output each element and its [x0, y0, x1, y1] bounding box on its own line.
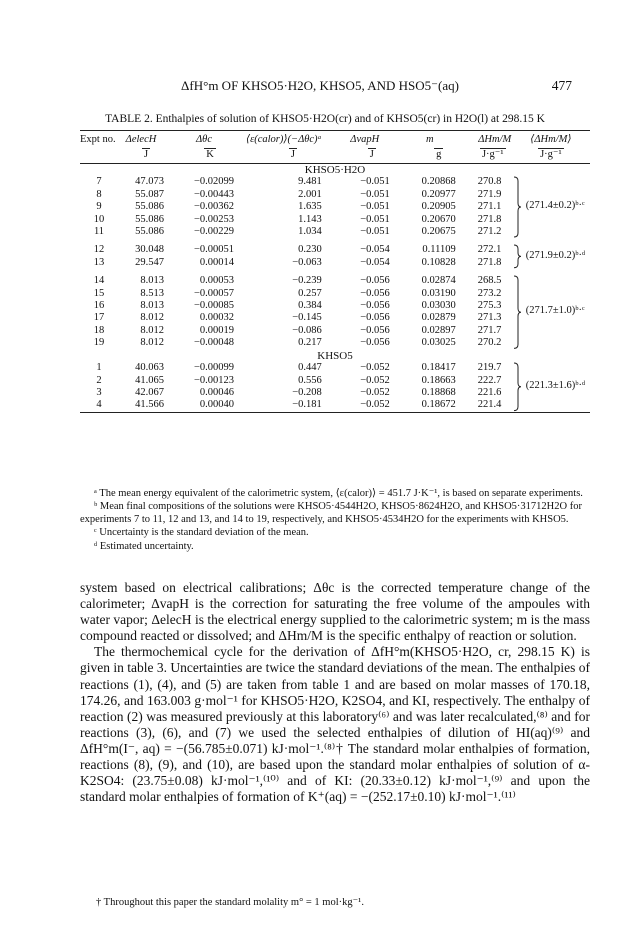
table-cell: −0.181 — [292, 399, 322, 411]
table-cell: −0.02099 — [193, 176, 234, 188]
table-cell: 0.447 — [298, 362, 322, 374]
table-cell: −0.054 — [360, 256, 390, 268]
group-mean-value: (271.4±0.2)ᵇ·ᶜ — [525, 200, 585, 212]
table-cell: −0.056 — [360, 300, 390, 312]
group-mean-value: (221.3±1.6)ᵇ·ᵈ — [525, 379, 586, 391]
page-number: 477 — [551, 78, 572, 93]
table-cell: 11 — [93, 226, 105, 238]
col-header: ⟨ΔHm/M⟩ — [530, 134, 572, 145]
col-header: Δθc — [196, 134, 212, 145]
col-header: ⟨ε(calor)⟩(−Δθc)ᵃ — [246, 134, 322, 145]
unit-cell: J·g⁻¹ — [474, 148, 512, 164]
table-cell: 8.012 — [140, 337, 164, 349]
table-cell: 0.10828 — [421, 256, 456, 268]
col-header: Expt no. — [80, 134, 116, 145]
table-cell: 272.1 — [477, 244, 502, 256]
table-cell: −0.051 — [360, 226, 390, 238]
table-cell: 270.8 — [477, 176, 502, 188]
table-caption: TABLE 2. Enthalpies of solution of KHSO5·H2O(cr) and of KHSO5(cr) in H2O(l) at 298.15 K — [105, 113, 545, 125]
table-cell: 0.18868 — [421, 386, 456, 398]
table-cell: 13 — [93, 256, 105, 268]
section-heading: KHSO5·H2O — [304, 164, 366, 176]
table-cell: 0.257 — [298, 287, 322, 299]
table-cell: 273.2 — [477, 287, 502, 299]
table-cell: −0.052 — [360, 386, 390, 398]
table-cell: 271.8 — [477, 256, 502, 268]
table-cell: 14 — [93, 275, 105, 287]
table-cell: −0.051 — [360, 176, 390, 188]
table-cell: 41.065 — [135, 374, 164, 386]
table-cell: −0.00362 — [193, 201, 234, 213]
table-cell: 0.217 — [298, 337, 322, 349]
table-cell: 271.1 — [477, 201, 502, 213]
table-cell: 8.013 — [140, 300, 164, 312]
unit-cell: J — [340, 148, 404, 164]
table-cell: 1.034 — [298, 226, 322, 238]
table-cell: 0.20977 — [421, 188, 456, 200]
footnote-d: ᵈ Estimated uncertainty. — [94, 540, 194, 552]
brace-icon — [512, 362, 522, 412]
body-paragraph-1: system based on electrical calibrations; Δθc is the corrected temperature change of the calorimeter; ΔvapH is the correction for saturating the free volume of the ampoules with water vapor; ΔelecH is the electrical energy supplied to the calorimetric system; m is the mass compound reacted or dissolved; and ΔHm/M is the specific enthalpy of reaction or solution. — [80, 580, 590, 644]
table-cell: −0.00123 — [193, 374, 234, 386]
table-cell: 17 — [93, 312, 105, 324]
table-cell: −0.00099 — [193, 362, 234, 374]
table-cell: 41.566 — [135, 399, 164, 411]
section-heading: KHSO5 — [317, 349, 353, 362]
table-cell: 222.7 — [477, 374, 502, 386]
body-paragraph-2: The thermochemical cycle for the derivation of ΔfH°m(KHSO5·H2O, cr, 298.15 K) is given in table 3. Uncertainties are twice the standard deviations of the mean. The enthalpies of reactions (1), (4), and (5) are taken from table 1 and are based on molar masses of 170.18, 174.26, and 163.003 g·mol⁻¹ for KHSO5·H2O, K2SO4, and KI, respectively. The enthalpy of reaction (2) was measured previously at this laboratory⁽⁶⁾ and was later recalculated,⁽⁸⁾ and for reactions (3), (6), and (7) we used the selected enthalpies of dilution of HI(aq)⁽⁹⁾ and ΔfH°m(I⁻, aq) = −(56.785±0.071) kJ·mol⁻¹.⁽⁸⁾† The standard molar enthalpies of formation, reactions (8), (9), and (10), are based upon the standard molar enthalpies of solution of α-K2SO4: (23.75±0.08) kJ·mol⁻¹,⁽¹⁰⁾ and of KI: (20.33±0.12) kJ·mol⁻¹,⁽⁹⁾ and upon the standard molar enthalpies of formation of K⁺(aq) = −(252.17±0.10) kJ·mol⁻¹.⁽¹¹⁾ — [80, 644, 590, 805]
col-header: ΔvapH — [350, 134, 380, 145]
table-cell: −0.00085 — [193, 300, 234, 312]
table-cell: 0.00019 — [199, 324, 234, 336]
group-mean-cell — [512, 275, 590, 349]
table-cell: 7 — [96, 176, 102, 188]
col-header: ΔelecH — [125, 134, 157, 145]
running-title: ΔfH°m OF KHSO5·H2O, KHSO5, AND HSO5⁻(aq) — [181, 78, 459, 93]
enthalpy-table — [80, 130, 590, 415]
table-cell: 0.11109 — [422, 244, 456, 256]
table-cell: 0.556 — [298, 374, 322, 386]
table-bottom-rule — [80, 412, 590, 415]
table-cell: 0.18672 — [421, 399, 456, 411]
table-cell: 55.086 — [135, 226, 164, 238]
table-cell: 0.18663 — [421, 374, 456, 386]
brace-icon — [512, 176, 522, 238]
table-cell: 0.02897 — [421, 324, 456, 336]
table-cell: 19 — [93, 337, 105, 349]
table-cell: 0.03190 — [421, 287, 456, 299]
table-cell: 15 — [93, 287, 105, 299]
brace-icon — [512, 275, 522, 349]
table-cell: −0.145 — [292, 312, 322, 324]
table-cell: −0.054 — [360, 244, 390, 256]
table-cell: 0.00046 — [199, 386, 234, 398]
table-cell: −0.056 — [360, 324, 390, 336]
table-cell: 270.2 — [477, 337, 502, 349]
table-cell: 29.547 — [135, 256, 164, 268]
table-cell: −0.051 — [360, 188, 390, 200]
table-cell: 0.03025 — [421, 337, 456, 349]
table-cell: −0.00253 — [193, 213, 234, 225]
col-header: m — [425, 134, 434, 145]
table-cell: 8.013 — [140, 275, 164, 287]
table-cell: 55.086 — [135, 213, 164, 225]
table-cell: −0.051 — [360, 201, 390, 213]
table-row — [80, 244, 590, 256]
table-cell: 1 — [96, 362, 102, 374]
unit-cell: J·g⁻¹ — [512, 148, 590, 164]
table-cell: 271.8 — [477, 213, 502, 225]
table-cell: 0.18417 — [421, 362, 456, 374]
table-cell: −0.239 — [292, 275, 322, 287]
table-cell: 8.012 — [140, 324, 164, 336]
group-mean-cell — [512, 244, 590, 269]
table-cell: 55.086 — [135, 201, 164, 213]
table-cell: 47.073 — [135, 176, 164, 188]
table-cell: 0.02879 — [421, 312, 456, 324]
table-cell: −0.056 — [360, 312, 390, 324]
footnote-a: ᵃ The mean energy equivalent of the calorimetric system, ⟨ε(calor)⟩ = 451.7 J·K⁻¹, is based on separate experiments. — [94, 488, 583, 499]
table-cell: 40.063 — [135, 362, 164, 374]
table-cell: 271.3 — [477, 312, 502, 324]
table-cell: 219.7 — [477, 362, 502, 374]
table-cell: 42.067 — [135, 386, 164, 398]
body-text — [80, 580, 590, 805]
table-cell: −0.00051 — [193, 244, 234, 256]
table-cell: −0.063 — [292, 256, 322, 268]
table-cell: 1.143 — [298, 213, 322, 225]
table-cell: 271.7 — [477, 324, 502, 336]
table-row — [80, 176, 590, 188]
table-cell: −0.052 — [360, 362, 390, 374]
table-cell: 0.384 — [298, 300, 322, 312]
table-cell: 268.5 — [477, 275, 502, 287]
table-cell: 12 — [93, 244, 105, 256]
table-body — [80, 164, 590, 415]
unit-cell — [80, 148, 118, 164]
group-mean-value: (271.7±1.0)ᵇ·ᶜ — [525, 305, 585, 317]
group-mean-cell — [512, 362, 590, 412]
unit-cell: K — [174, 148, 246, 164]
table-cell: −0.052 — [360, 399, 390, 411]
group-mean-cell — [512, 176, 590, 238]
table-cell: 9 — [96, 201, 102, 213]
table-cell: 30.048 — [135, 244, 164, 256]
unit-cell: g — [404, 148, 474, 164]
section-heading-row — [80, 350, 590, 362]
table-cell: −0.00048 — [193, 337, 234, 349]
table-cell: 0.20868 — [421, 176, 456, 188]
table-cell: −0.00057 — [193, 287, 234, 299]
table-cell: 0.03030 — [421, 300, 456, 312]
col-header: ΔHm/M — [478, 134, 512, 145]
table-cell: −0.00443 — [193, 188, 234, 200]
footnote-c: ᶜ Uncertainty is the standard deviation of the mean. — [94, 527, 309, 539]
table-cell: 1.635 — [298, 201, 322, 213]
running-head — [0, 78, 644, 98]
table-cell: 0.230 — [298, 244, 322, 256]
table-cell: 0.02874 — [421, 275, 456, 287]
table-cell: 275.3 — [477, 300, 502, 312]
table-cell: 271.2 — [477, 226, 502, 238]
table-cell: 3 — [96, 386, 102, 398]
footnote-b: ᵇ Mean final compositions of the solutions were KHSO5·4544H2O, KHSO5·8624H2O, and KHSO5·31712H2O for experiments 7 to 11, 12 and 13, and 14 to 19, respectively, and KHSO5·4534H2O for the experiments with KHSO5. — [80, 501, 582, 525]
table-row — [80, 275, 590, 287]
table-cell: 16 — [93, 300, 105, 312]
table-cell: 4 — [96, 399, 102, 411]
table-cell: 0.00040 — [199, 399, 234, 411]
table-cell: −0.00229 — [193, 226, 234, 238]
table-cell: 0.00032 — [199, 312, 234, 324]
table-cell: 0.20670 — [421, 213, 456, 225]
page-footnote: † Throughout this paper the standard molality m° = 1 mol·kg⁻¹. — [96, 897, 364, 908]
table-cell: 271.9 — [477, 188, 502, 200]
table-cell: −0.052 — [360, 374, 390, 386]
brace-icon — [512, 244, 522, 269]
table-cell: −0.086 — [292, 324, 322, 336]
table-row — [80, 362, 590, 374]
table-cell: −0.051 — [360, 213, 390, 225]
table-cell: 8 — [96, 188, 102, 200]
table-footnotes — [80, 488, 590, 553]
table-cell: 0.00014 — [199, 256, 234, 268]
table-cell: 8.012 — [140, 312, 164, 324]
unit-cell: J — [246, 148, 340, 164]
table-cell: 2 — [96, 374, 102, 386]
table-cell: 0.20675 — [421, 226, 456, 238]
table-cell: 221.4 — [477, 399, 502, 411]
group-mean-value: (271.9±0.2)ᵇ·ᵈ — [525, 249, 586, 261]
section-heading-row — [80, 164, 590, 177]
table-cell: 8.513 — [140, 287, 164, 299]
table-cell: 2.001 — [298, 188, 322, 200]
table-cell: 221.6 — [477, 386, 502, 398]
table-cell: 0.00053 — [199, 275, 234, 287]
table-cell: −0.208 — [292, 386, 322, 398]
table-cell: −0.056 — [360, 275, 390, 287]
table-cell: 18 — [93, 324, 105, 336]
table-cell: 9.481 — [298, 176, 322, 188]
table-cell: 10 — [93, 213, 105, 225]
table-cell: 55.087 — [135, 188, 164, 200]
unit-cell: J — [118, 148, 174, 164]
table-cell: 0.20905 — [421, 201, 456, 213]
table-cell: −0.056 — [360, 287, 390, 299]
table-cell: −0.056 — [360, 337, 390, 349]
data-table-container — [80, 130, 590, 415]
